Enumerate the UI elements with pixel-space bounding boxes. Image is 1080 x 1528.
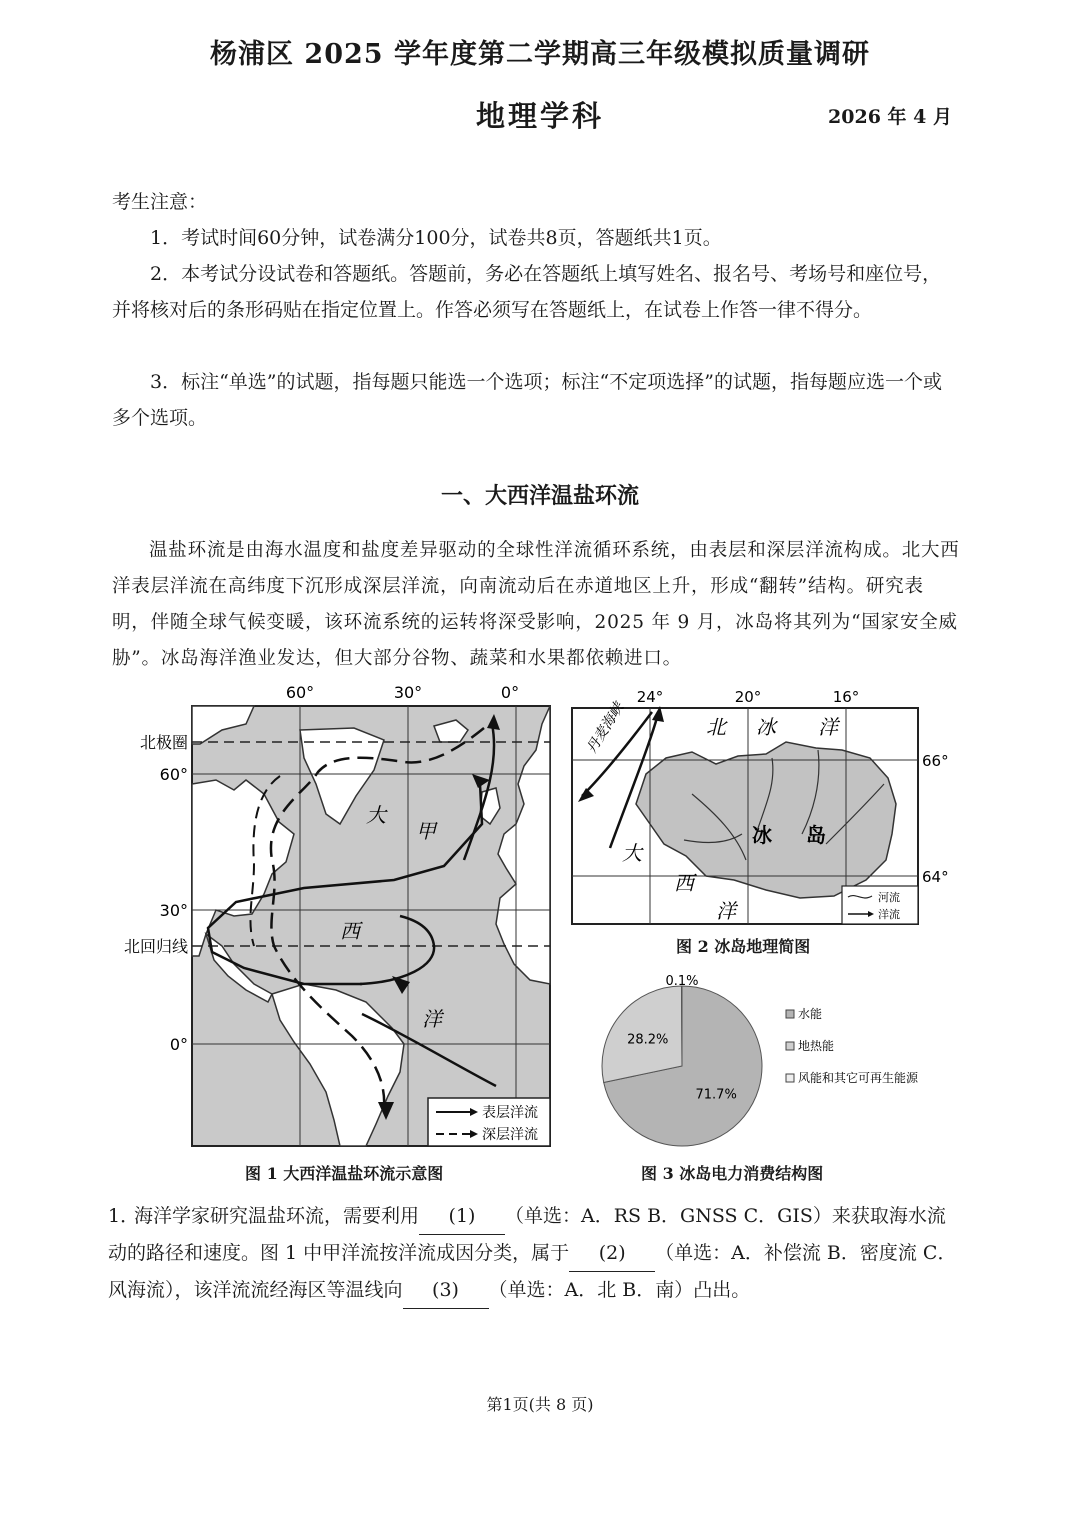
question-1-number: 1． bbox=[108, 1205, 140, 1227]
lon-label-24: 24° bbox=[636, 688, 664, 706]
figure-3-caption: 图 3 冰岛电力消费结构图 bbox=[641, 1164, 824, 1183]
question-1-text-c: （单选：A．补偿流 B．密度流 C．风海流），该洋流流经海区等温线向 bbox=[108, 1242, 957, 1301]
sea-label-xi: 西 bbox=[674, 871, 694, 895]
lat-label-arctic-circle: 北极圈 bbox=[139, 733, 188, 752]
lat-label-tropic: 北回归线 bbox=[123, 937, 188, 956]
pie-slice-wind-other bbox=[681, 986, 682, 1066]
legend-current: 洋流 bbox=[878, 908, 900, 921]
lon-label-0: 0° bbox=[500, 684, 520, 702]
section-title: 一、大西洋温盐环流 bbox=[440, 483, 639, 509]
figure-2-caption: 图 2 冰岛地理简图 bbox=[676, 937, 811, 956]
island-label-bing: 冰 bbox=[752, 823, 772, 847]
legend-wind-other: 风能和其它可再生能源 bbox=[798, 1071, 919, 1085]
ocean-label-jia: 甲 bbox=[416, 819, 436, 843]
notice-item-1: 1．考试时间60分钟，试卷满分100分，试卷共8页，答题纸共1页。 bbox=[150, 227, 722, 249]
legend-surface-current: 表层洋流 bbox=[482, 1105, 538, 1121]
figure-3-pie-chart bbox=[590, 962, 956, 1152]
island-label-dao: 岛 bbox=[806, 823, 826, 847]
lat-label-66: 66° bbox=[922, 752, 949, 770]
legend-geothermal: 地热能 bbox=[798, 1039, 835, 1053]
sea-label-da: 大 bbox=[622, 841, 642, 865]
question-1-text-b: （单选：A．RS B．GNSS C．GIS）来获取海水流动的路径和速度。图 1 中甲洋流按洋流成因分类，属于 bbox=[108, 1205, 946, 1264]
notice-heading: 考生注意： bbox=[112, 191, 208, 213]
legend-geothermal-swatch bbox=[786, 1042, 794, 1050]
sea-label-yang-s: 洋 bbox=[716, 899, 736, 923]
legend-wind-other-swatch bbox=[786, 1074, 794, 1082]
exam-date: 2026 年 4 月 bbox=[828, 106, 952, 128]
pie-data-label: 28.2% bbox=[627, 1032, 669, 1048]
pie-data-label: 0.1% bbox=[665, 974, 699, 989]
section-intro: 温盐环流是由海水温度和盐度差异驱动的全球性洋流循环系统，由表层和深层洋流构成。北大西洋表层洋流在高纬度下沉形成深层洋流，向南流动后在赤道地区上升，形成“翻转”结构。研究表明，伴随全球气候变暖，该环流系统的运转将深受影响，2025 年 9 月，冰岛将其列为“国家安全威胁”。冰岛海洋渔业发达，但大部分谷物、蔬菜和水果都依赖进口。 bbox=[112, 540, 960, 669]
question-1-text-a: 海洋学家研究温盐环流，需要利用 bbox=[134, 1205, 420, 1227]
ocean-label-da: 大 bbox=[366, 803, 386, 827]
figure-1-atlantic-map bbox=[104, 684, 560, 1152]
answer-blank-3[interactable]: (3) bbox=[403, 1272, 489, 1309]
lon-label-16: 16° bbox=[832, 688, 860, 706]
legend-hydro-swatch bbox=[786, 1010, 794, 1018]
sea-label-bing: 冰 bbox=[756, 715, 776, 739]
lat-label-30: 30° bbox=[159, 901, 188, 920]
legend-hydro: 水能 bbox=[798, 1007, 823, 1021]
subject-title: 地理学科 bbox=[475, 99, 604, 133]
pie-data-label: 71.7% bbox=[695, 1087, 737, 1103]
answer-blank-2[interactable]: (2) bbox=[569, 1235, 655, 1272]
figure-2-iceland-map bbox=[566, 684, 956, 930]
lon-label-20: 20° bbox=[734, 688, 762, 706]
notice-item-3: 3．标注“单选”的试题，指每题只能选一个选项；标注“不定项选择”的试题，指每题应选一个或多个选项。 bbox=[112, 371, 942, 429]
lat-label-64: 64° bbox=[922, 868, 949, 886]
question-1-text-d: （单选：A．北 B．南）凸出。 bbox=[488, 1279, 751, 1301]
legend-deep-current: 深层洋流 bbox=[482, 1127, 538, 1143]
ocean-label-yang: 洋 bbox=[422, 1007, 442, 1031]
lon-label-60: 60° bbox=[285, 684, 315, 702]
sea-label-yang-n: 洋 bbox=[818, 715, 838, 739]
answer-blank-1[interactable]: (1) bbox=[419, 1198, 505, 1235]
notice-item-2: 2．本考试分设试卷和答题纸。答题前，务必在答题纸上填写姓名、报名号、考场号和座位号，并将核对后的条形码贴在指定位置上。作答必须写在答题纸上，在试卷上作答一律不得分。 bbox=[112, 263, 942, 321]
danish-strait-label: 丹麦海峡 bbox=[583, 700, 628, 757]
figure-1-caption: 图 1 大西洋温盐环流示意图 bbox=[245, 1164, 444, 1183]
sea-label-bei: 北 bbox=[706, 715, 726, 739]
lat-label-0: 0° bbox=[169, 1035, 188, 1054]
exam-title: 杨浦区 2025 学年度第二学期高三年级模拟质量调研 bbox=[210, 39, 870, 70]
question-1 bbox=[108, 1198, 960, 1309]
lon-label-30: 30° bbox=[393, 684, 423, 702]
legend-river: 河流 bbox=[878, 891, 900, 904]
lat-label-60: 60° bbox=[159, 765, 188, 784]
ocean-label-xi: 西 bbox=[340, 919, 360, 943]
page-number: 第1页(共 8 页) bbox=[486, 1395, 594, 1414]
